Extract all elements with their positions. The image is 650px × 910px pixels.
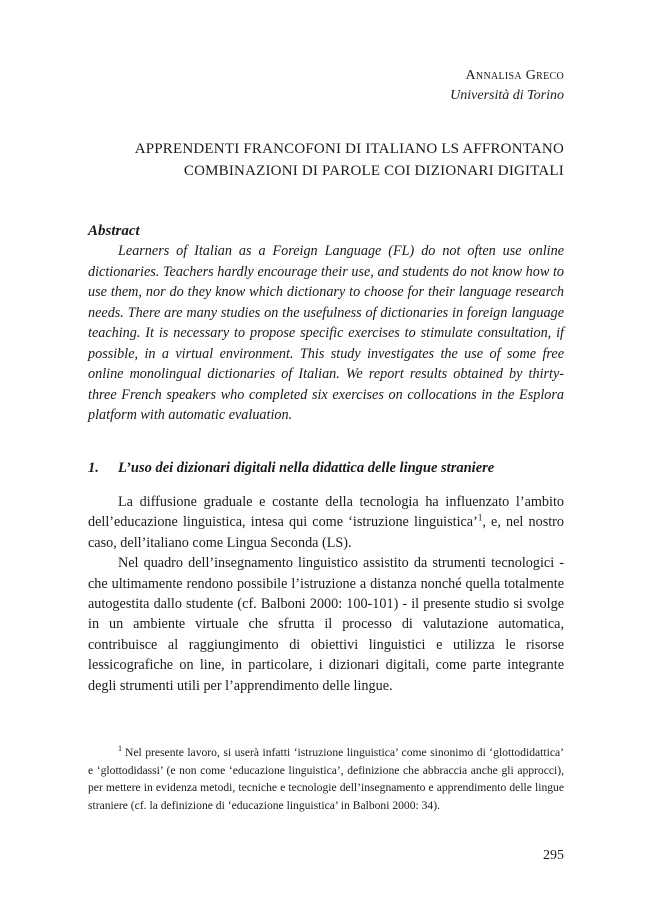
body-paragraph-2: Nel quadro dell’insegnamento linguistico assistito da strumenti tecnologici - che ultimamente rendono possibile l’istruzione a distanza nonché quella totalmente autogestita dallo studente (cf. Balboni 2000: 100-101) - il presente studio si svolge in un ambiente virtuale che sfrutta il processo di valutazione automatica, contribuisce al raggiungimento di obiettivi linguistici e utilizza le risorse lessicografiche on line, in particolare, i dizionari digitali, come parte integrante degli strumenti utili per l’apprendimento delle lingue. xyxy=(88,555,564,694)
footnote xyxy=(88,744,564,814)
footnote-paragraph xyxy=(88,744,564,814)
footnote-text: Nel presente lavoro, si userà infatti ‘istruzione linguistica’ come sinonimo di ‘glottodidattica’ e ‘glottodidassi’ (e non come ‘educazione linguistica’, definizione che abbraccia anche gli approcci), per mettere in evidenza metodi, tecniche e tecnologie dell’insegnamento e apprendimento delle lingue straniere (cf. la definizione di ‘educazione linguistica’ in Balboni 2000: 34). xyxy=(88,746,564,812)
title-line-1: APPRENDENTI FRANCOFONI DI ITALIANO LS AFFRONTANO xyxy=(134,141,564,157)
abstract-text: Learners of Italian as a Foreign Language (FL) do not often use online dictionaries. Teachers hardly encourage their use, and students do not know how to use them, nor do they know which dictionary to choose for their language research needs. There are many studies on the usefulness of dictionaries in foreign language teaching. It is necessary to propose specific exercises to stimulate consultation, if possible, in a virtual environment. This study investigates the use of some free online monolingual dictionaries of Italian. We report results obtained by thirty-three French speakers who completed six exercises on collocations in the Esplora platform with automatic evaluation. xyxy=(88,243,564,423)
section-title: L’uso dei dizionari digitali nella didattica delle lingue straniere xyxy=(118,460,495,476)
paragraph-1-text-a: La diffusione graduale e costante della tecnologia ha influenzato l’ambito dell’educazione linguistica, intesa qui come ‘istruzione linguistica’ xyxy=(88,494,564,531)
footnote-mark: 1 xyxy=(118,744,122,754)
page-number: 295 xyxy=(543,848,564,863)
body-text xyxy=(88,492,564,696)
author-block xyxy=(450,66,564,106)
paper-title xyxy=(100,138,564,182)
body-paragraph-1 xyxy=(88,492,564,553)
title-line-2: COMBINAZIONI DI PAROLE COI DIZIONARI DIGITALI xyxy=(183,163,564,179)
footnote-reference: 1 xyxy=(477,512,483,523)
author-name: Annalisa Greco xyxy=(465,68,564,83)
section-number: 1. xyxy=(88,460,99,476)
abstract-section xyxy=(88,221,564,426)
paragraph-1-text-b: , e, nel nostro caso, dell’italiano come Lingua Seconda (LS). xyxy=(88,514,564,551)
section-heading xyxy=(88,458,568,478)
author-affiliation: Università di Torino xyxy=(450,88,564,103)
abstract-heading: Abstract xyxy=(88,223,140,239)
